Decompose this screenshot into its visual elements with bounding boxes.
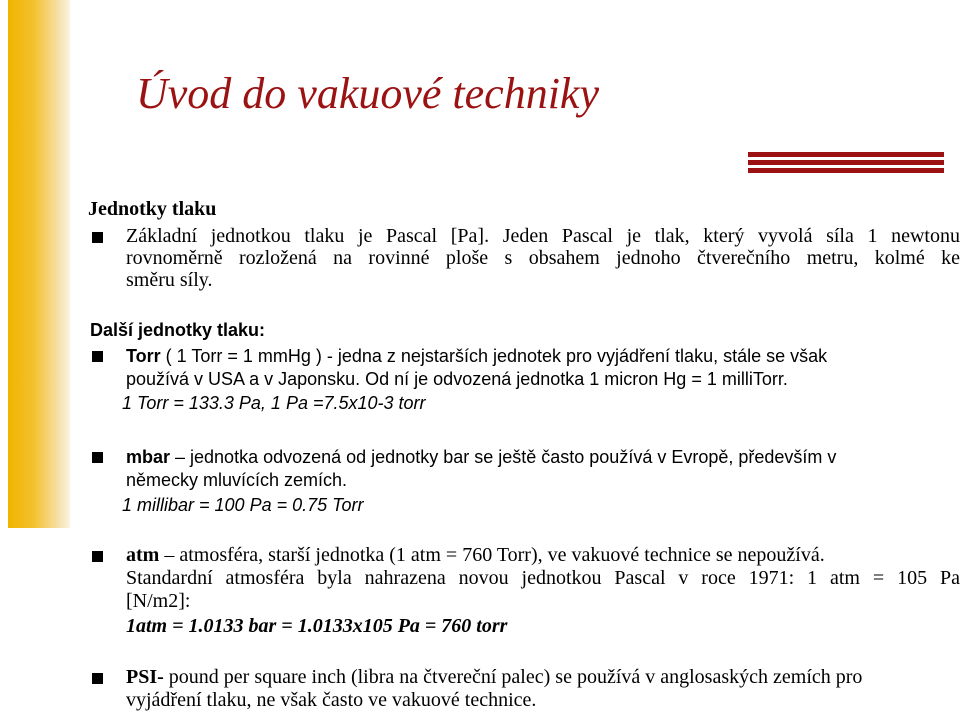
section-heading-units: Jednotky tlaku xyxy=(88,198,217,220)
pascal-definition-line1: Základní jednotkou tlaku je Pascal [Pa]. Jeden Pascal je tlak, který vyvolá síla 1 newtonu xyxy=(126,225,960,247)
atm-formula: 1atm = 1.0133 bar = 1.0133x105 Pa = 760 torr xyxy=(126,615,508,637)
psi-line1 xyxy=(126,665,960,689)
slide-title: Úvod do vakuové techniky xyxy=(136,69,599,118)
psi-line2: vyjádření tlaku, ne však často ve vakuové technice. xyxy=(126,689,537,711)
atm-line2: Standardní atmosféra byla nahrazena novou jednotkou Pascal v roce 1971: 1 atm = 105 Pa xyxy=(126,567,960,589)
accent-bar xyxy=(8,0,70,528)
torr-term: Torr xyxy=(126,346,161,366)
pascal-definition-line3: směru síly. xyxy=(126,269,213,291)
atm-term: atm xyxy=(126,544,160,566)
mbar-text: – jednotka odvozená od jednotky bar se ještě často používá v Evropě, především v xyxy=(170,447,837,467)
bullet-marker xyxy=(92,452,103,463)
torr-formula: 1 Torr = 133.3 Pa, 1 Pa =7.5x10-3 torr xyxy=(122,393,426,413)
torr-line1 xyxy=(126,344,960,368)
mbar-formula: 1 millibar = 100 Pa = 0.75 Torr xyxy=(122,495,364,515)
section-heading-other-units: Další jednotky tlaku: xyxy=(90,320,266,340)
atm-text: – atmosféra, starší jednotka (1 atm = 760 Torr), ve vakuové technice se nepoužívá. xyxy=(159,544,825,566)
torr-line2: používá v USA a v Japonsku. Od ní je odvozená jednotka 1 micron Hg = 1 milliTorr. xyxy=(126,369,788,389)
psi-term: PSI- xyxy=(126,666,164,688)
torr-text: ( 1 Torr = 1 mmHg ) - jedna z nejstarších jednotek pro vyjádření tlaku, stále se však xyxy=(160,346,828,366)
mbar-line1 xyxy=(126,445,960,469)
bullet-marker xyxy=(92,551,103,562)
atm-line3: [N/m2]: xyxy=(126,590,191,612)
atm-line1 xyxy=(126,543,960,567)
pascal-definition-line2: rovnoměrně rozložená na rovinné ploše s obsahem jednoho čtverečního metru, kolmé ke xyxy=(126,247,960,269)
psi-text: pound per square inch (libra na čtvereční palec) se používá v anglosaských zemích pro xyxy=(163,666,863,688)
mbar-term: mbar xyxy=(126,447,171,467)
bullet-marker xyxy=(92,232,103,243)
mbar-line2: německy mluvících zemích. xyxy=(126,470,348,490)
title-rule xyxy=(748,152,944,174)
bullet-marker xyxy=(92,351,103,362)
bullet-marker xyxy=(92,673,103,684)
